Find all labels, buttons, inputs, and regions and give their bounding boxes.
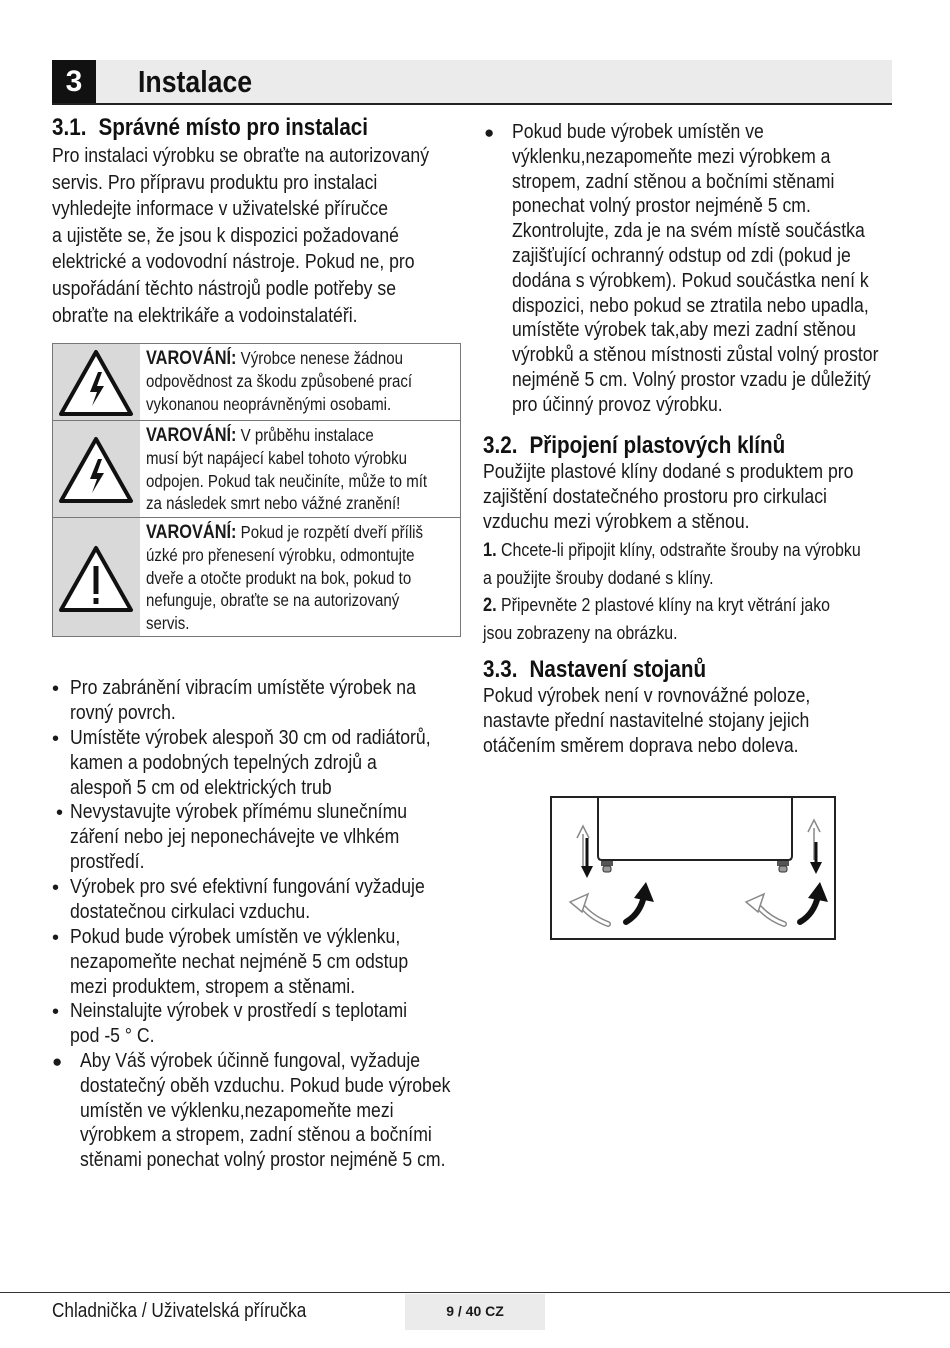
up-down-arrow-icon: [577, 826, 593, 878]
left-foot: [601, 861, 613, 872]
section-3-1-text: Pro instalaci výrobku se obraťte na autorizovaný servis. Pro přípravu produktu pro instalaci vyhledejte informace v uživatelské příručce a ujistěte se, že jsou k dispozici požadované elektrické a vodovodní nástroje. Pokud ne, pro uspořádání těchto nástrojů podle potřeby se obraťte na elektrikáře a vodoinstalatéři.: [52, 144, 430, 327]
electric-hazard-icon: [57, 435, 135, 505]
page-number: 9 / 40 CZ: [405, 1294, 545, 1330]
rotate-counterclockwise-icon: [746, 894, 784, 924]
chapter-title: Instalace: [138, 64, 253, 99]
section-3-1-heading: 3.1. Správné místo pro instalaci: [52, 114, 369, 141]
warning-keyword: VAROVÁNÍ:: [146, 348, 237, 369]
section-3-3-heading: 3.3. Nastavení stojanů: [483, 656, 707, 683]
warning-table: [52, 343, 461, 637]
chapter-number: 3: [52, 60, 96, 103]
up-down-arrow-icon: [808, 820, 822, 874]
rotate-counterclockwise-icon: [570, 894, 608, 924]
section-3-2-steps: 1. Chcete-li připojit klíny, odstraňte šrouby na výrobku a použijte šrouby dodané s klíny. 2. Připevněte 2 plastové klíny na kryt větrání jako jsou zobrazeny na obrázku.: [483, 539, 861, 643]
warning-row: VAROVÁNÍ: V průběhu instalace musí být napájecí kabel tohoto výrobku odpojen. Pokud tak neučiníte, může to mít za následek smrt nebo vážné zranění!: [53, 421, 460, 518]
footer-title: Chladnička / Uživatelská příručka: [52, 1300, 307, 1322]
rotate-clockwise-icon: [626, 882, 654, 922]
warning-exclamation-icon: [57, 544, 135, 614]
chapter-header: [52, 60, 892, 105]
warning-row: VAROVÁNÍ: Pokud je rozpětí dveří příliš úzké pro přenesení výrobku, odmontujte dveře a otočte produkt na bok, pokud to nefunguje, obraťte se na autorizovaný servis.: [53, 518, 460, 636]
rotate-clockwise-icon: [800, 882, 828, 922]
right-foot: [777, 861, 789, 872]
electric-hazard-icon: [57, 348, 135, 418]
section-3-3-text: Pokud výrobek není v rovnovážné poloze, nastavte přední nastavitelné stojany jejich otáčením směrem doprava nebo doleva.: [483, 684, 811, 757]
feet-adjustment-figure: [550, 796, 836, 940]
section-3-2-text: Použijte plastové klíny dodané s produktem pro zajištění dostatečného prostoru pro cirkulaci vzduchu mezi výrobkem a stěnou.: [483, 460, 854, 533]
warning-keyword: VAROVÁNÍ:: [146, 522, 237, 543]
warning-keyword: VAROVÁNÍ:: [146, 425, 237, 446]
feet-adjustment-illustration: [552, 798, 834, 938]
footer-divider: [0, 1292, 950, 1293]
warning-row: VAROVÁNÍ: Výrobce nenese žádnou odpovědnost za škodu způsobené prací vykonanou neoprávněnými osobami.: [53, 344, 460, 421]
section-3-2-heading: 3.2. Připojení plastových klínů: [483, 432, 786, 459]
